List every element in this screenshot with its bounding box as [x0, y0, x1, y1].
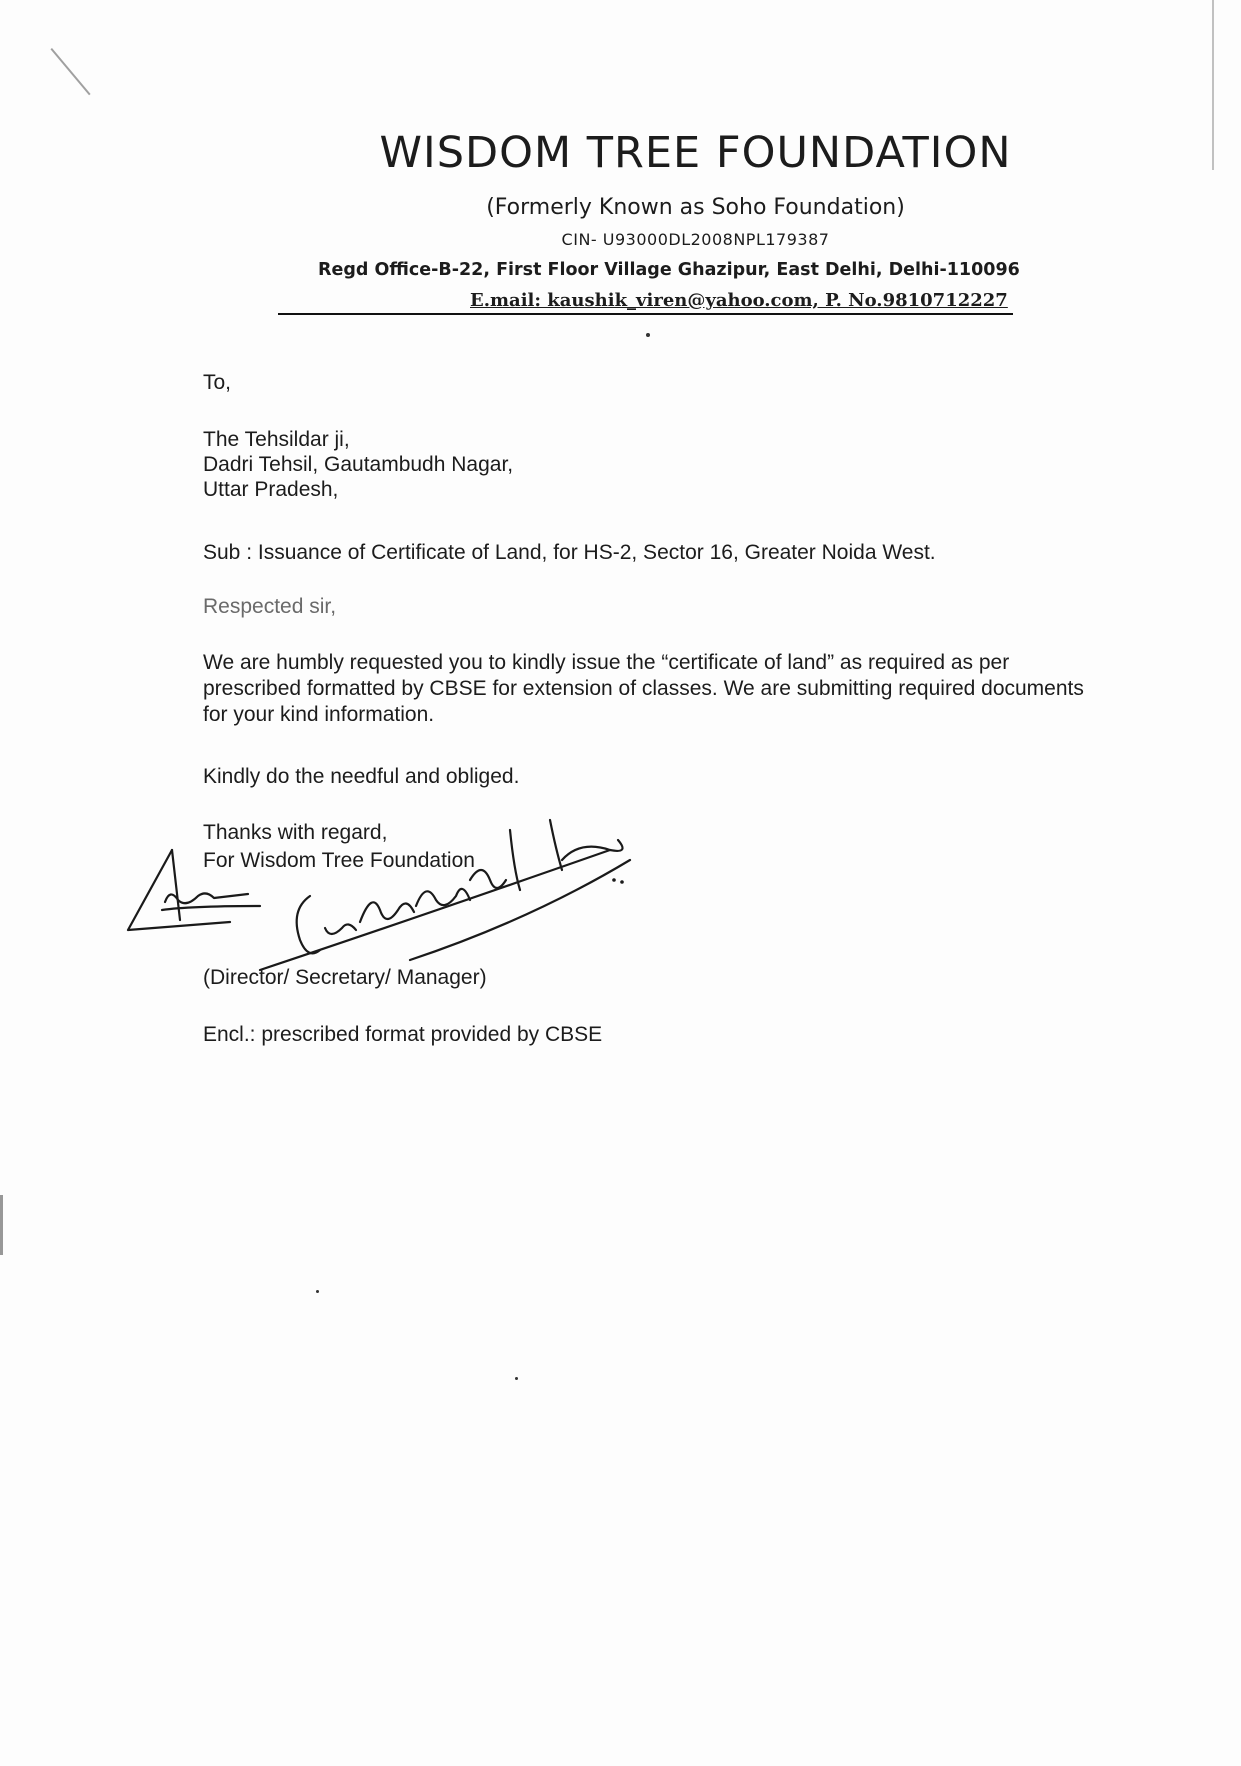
organization-contact: E.mail: kaushik_viren@yahoo.com, P. No.9810712227: [470, 290, 1008, 311]
salutation: Respected sir,: [203, 595, 337, 618]
recipient-line: Dadri Tehsil, Gautambudh Nagar,: [203, 453, 514, 476]
request-line: Kindly do the needful and obliged.: [203, 765, 520, 788]
scan-artifact-dot: [515, 1377, 518, 1380]
organization-name: WISDOM TREE FOUNDATION: [379, 128, 1012, 178]
organization-address: Regd Office-B-22, First Floor Village Ghazipur, East Delhi, Delhi-110096: [318, 260, 1020, 280]
recipient-line: The Tehsildar ji,: [203, 428, 350, 451]
subject-line: Sub : Issuance of Certificate of Land, for HS-2, Sector 16, Greater Noida West.: [203, 541, 936, 564]
sender-organization: For Wisdom Tree Foundation: [203, 849, 475, 872]
scan-artifact-dot: [646, 333, 650, 337]
handwritten-signatures: [110, 810, 670, 980]
addressee-prefix: To,: [203, 371, 232, 394]
closing-line: Thanks with regard,: [203, 821, 388, 844]
scan-artifact-mark: [50, 48, 90, 95]
recipient-address: [203, 427, 513, 502]
organization-former-name: (Formerly Known as Soho Foundation): [486, 195, 905, 220]
scan-artifact-dot: [316, 1290, 319, 1293]
letterhead-divider: [278, 313, 1013, 315]
body-paragraph: We are humbly requested you to kindly issue the “certificate of land” as required as per prescribed formatted by CBSE for extension of classes. We are submitting required documents for your kind information.: [203, 651, 1084, 726]
signatory-designation: (Director/ Secretary/ Manager): [203, 966, 487, 989]
recipient-line: Uttar Pradesh,: [203, 478, 339, 501]
scan-artifact-edge: [0, 1195, 3, 1255]
enclosure-note: Encl.: prescribed format provided by CBSE: [203, 1023, 603, 1046]
organization-cin: CIN- U93000DL2008NPL179387: [561, 230, 830, 249]
